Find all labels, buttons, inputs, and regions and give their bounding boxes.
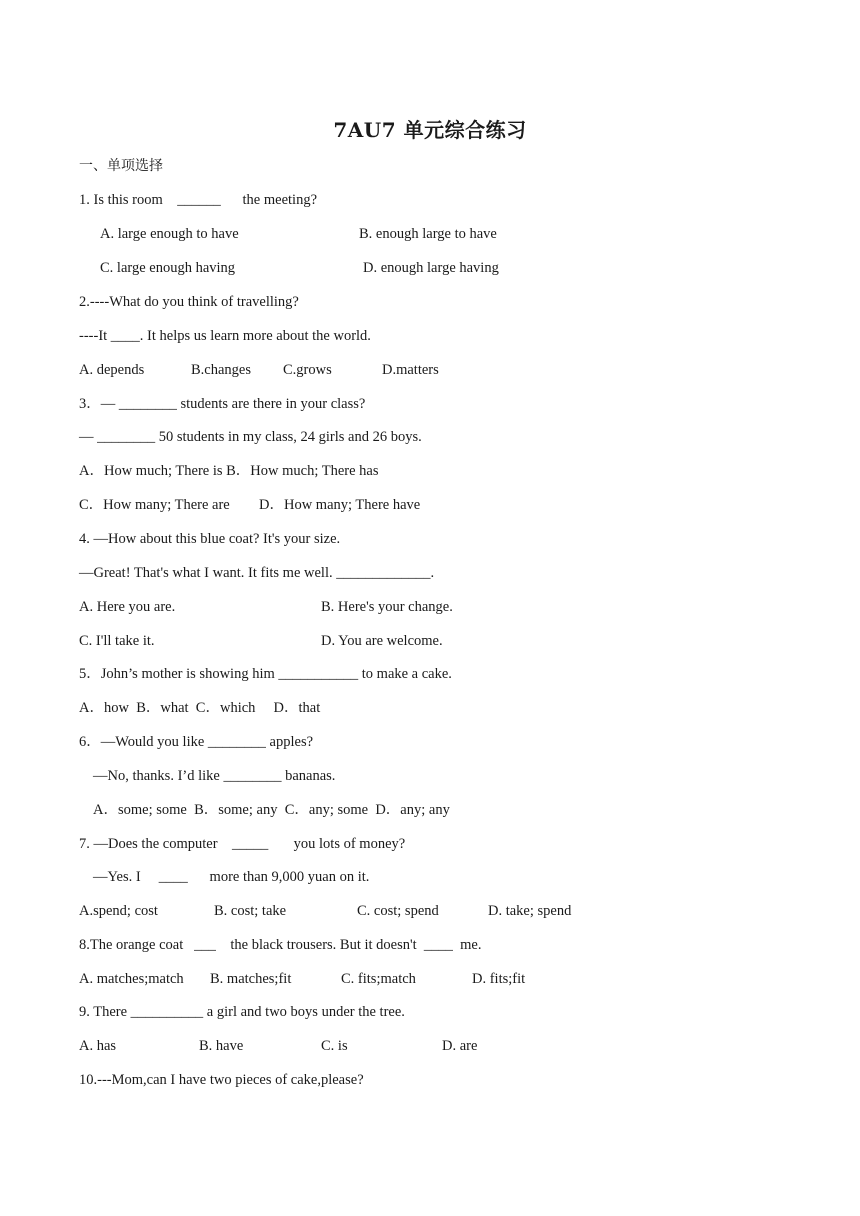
question-3-option-c: C．How many; There are [79,497,230,513]
document-title: 7AU7 单元综合练习 [333,118,527,142]
question-6-stem-reply: —No, thanks. I’d like ________ bananas. [93,768,336,784]
question-7-option-d: D. take; spend [488,903,572,919]
question-8-option-a: A. matches;match [79,971,184,987]
question-2-stem: 2.----What do you think of travelling? [79,294,299,310]
question-1-stem: 1. Is this room ______ the meeting? [79,192,318,208]
question-4-stem: 4. —How about this blue coat? It's your size. [79,531,341,547]
question-7-option-b: B. cost; take [214,903,287,919]
question-2-stem-reply: ----It ____. It helps us learn more about the world. [79,328,371,344]
question-6-stem: 6．—Would you like ________ apples? [79,734,314,750]
question-4-option-d: D. You are welcome. [321,633,443,649]
question-9-option-c: C. is [321,1038,348,1054]
question-9-option-a: A. has [79,1038,117,1054]
question-5-stem: 5．John’s mother is showing him ___________ to make a cake. [79,666,452,682]
question-7-stem: 7. —Does the computer _____ you lots of money? [79,836,406,852]
question-2-option-b: B.changes [191,362,251,378]
question-4-option-c: C. I'll take it. [79,633,155,649]
question-10-stem: 10.---Mom,can I have two pieces of cake,please? [79,1072,364,1088]
question-3-option-d: D．How many; There have [259,497,421,513]
question-4-option-a: A. Here you are. [79,599,176,615]
question-7-option-a: A.spend; cost [79,903,158,919]
question-1-option-d: D. enough large having [363,260,499,276]
question-1-option-b: B. enough large to have [359,226,497,242]
question-2-option-a: A. depends [79,362,145,378]
question-3-options-ab: A．How much; There is B．How much; There has [79,463,379,479]
question-4-option-b: B. Here's your change. [321,599,453,615]
question-8-option-c: C. fits;match [341,971,416,987]
question-6-options: A．some; some B．some; any C．any; some D．any; any [93,802,450,818]
question-5-options: A．how B．what C．which D．that [79,700,321,716]
question-3-stem-reply: — ________ 50 students in my class, 24 girls and 26 boys. [79,429,422,445]
question-3-stem: 3．— ________ students are there in your class? [79,396,366,412]
question-4-stem-reply: —Great! That's what I want. It fits me well. _____________. [79,565,435,581]
question-9-stem: 9. There __________ a girl and two boys under the tree. [79,1004,405,1020]
question-2-option-d: D.matters [382,362,439,378]
question-8-option-b: B. matches;fit [210,971,292,987]
question-1-option-c: C. large enough having [100,260,236,276]
question-8-stem: 8.The orange coat ___ the black trousers. But it doesn't ____ me. [79,937,482,953]
question-9-option-d: D. are [442,1038,478,1054]
question-2-option-c: C.grows [283,362,332,378]
question-7-option-c: C. cost; spend [357,903,439,919]
question-7-stem-reply: —Yes. I ____ more than 9,000 yuan on it. [93,869,370,885]
question-1-option-a: A. large enough to have [100,226,239,242]
section-heading: 一、单项选择 [79,158,163,174]
question-9-option-b: B. have [199,1038,244,1054]
question-8-option-d: D. fits;fit [472,971,526,987]
